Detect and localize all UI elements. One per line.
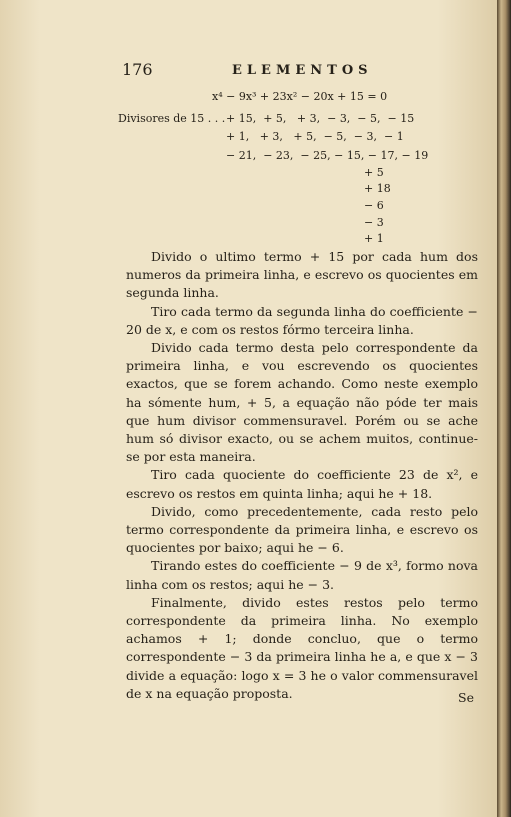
paragraph: Tiro cada termo da segunda linha do coefficiente − 20 de x, e com os restos fórmo terceira linha. bbox=[126, 303, 478, 337]
column-value-1: + 5 bbox=[364, 166, 384, 179]
body-text bbox=[126, 248, 478, 703]
paragraph: Divido o ultimo termo + 15 por cada hum dos numeros da primeira linha, e escrevo os quocientes em segunda linha. bbox=[126, 249, 478, 301]
paragraph: Divido cada termo desta pelo correspondente da primeira linha, e vou escrevendo os quocientes exactos, que se forem achando. Como neste exemplo ha sómente hum, + 5, a equação não póde ter mais que hum divisor commensuravel. Porém ou se ache hum só divisor exacto, ou se achem muitos, continue-se por esta maneira. bbox=[126, 340, 478, 465]
book-spine-edge bbox=[497, 0, 511, 817]
column-value-4: − 3 bbox=[364, 216, 384, 229]
page-number: 176 bbox=[122, 60, 153, 79]
paragraph: Tiro cada quociente do coefficiente 23 de x², e escrevo os restos em quinta linha; aqui he + 18. bbox=[126, 467, 478, 501]
column-value-5: + 1 bbox=[364, 232, 384, 245]
catchword: Se bbox=[458, 690, 474, 705]
column-value-3: − 6 bbox=[364, 199, 384, 212]
table-row-2: + 1, + 3, + 5, − 5, − 3, − 1 bbox=[226, 130, 404, 143]
running-title: ELEMENTOS bbox=[232, 63, 373, 78]
paragraph: Finalmente, divido estes restos pelo termo correspondente da primeira linha. No exemplo achamos + 1; donde concluo, que o termo correspondente − 3 da primeira linha he a, e que x − 3 divide a equação: logo x = 3 he o valor commensuravel de x na equação proposta. bbox=[126, 594, 478, 701]
divisors-label: Divisores de 15 . . . bbox=[118, 112, 226, 125]
column-value-2: + 18 bbox=[364, 182, 391, 195]
paragraph: Divido, como precedentemente, cada resto pelo termo correspondente da primeira linha, e escrevo os quocientes por baixo; aqui he − 6. bbox=[126, 503, 478, 556]
paragraph: Tirando estes do coefficiente − 9 de x³, formo nova linha com os restos; aqui he − 3. bbox=[126, 558, 478, 592]
table-row-3: − 21, − 23, − 25, − 15, − 17, − 19 bbox=[226, 149, 429, 162]
table-row-1: + 15, + 5, + 3, − 3, − 5, − 15 bbox=[226, 112, 415, 125]
equation: x⁴ − 9x³ + 23x² − 20x + 15 = 0 bbox=[212, 90, 388, 103]
